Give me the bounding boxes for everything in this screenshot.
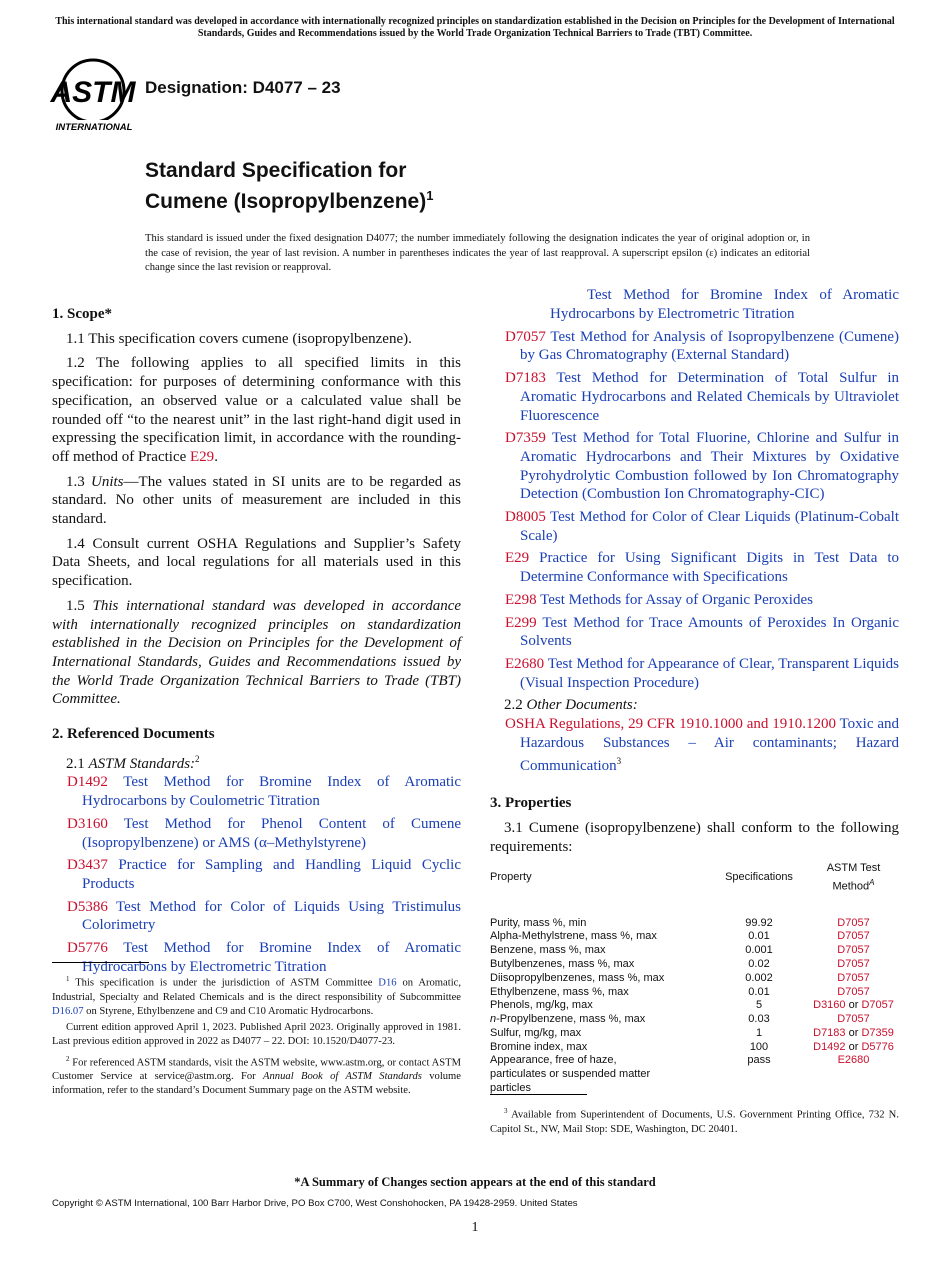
method-link[interactable]: D7057: [837, 971, 870, 984]
ref-item-d5776: [52, 939, 462, 975]
footnotes-left: [52, 972, 461, 1101]
table-header-row: [490, 862, 899, 916]
table-row: [490, 1041, 899, 1055]
ref-title[interactable]: Test Method for Total Fluorine, Chlorine and Sulfur in Aromatic Hydrocarbons and Their Mixtures by Oxidative Pyrohydrolytic Combustion followed by Ion Chromatography Detection (Combustion Ion Chromatography-CIC): [520, 430, 899, 503]
table-row: [490, 1054, 899, 1095]
table-row: [490, 944, 899, 958]
ref-list-left: [52, 773, 462, 975]
method-link[interactable]: D5776: [861, 1040, 894, 1053]
right-column: [490, 287, 900, 1096]
cell-method: [808, 930, 899, 944]
ref-item-e2680: [490, 655, 899, 692]
cell-spec: 0.001: [745, 944, 773, 957]
ref-title[interactable]: Test Methods for Assay of Organic Peroxides: [540, 591, 813, 608]
cell-property: Diisopropylbenzenes, mass %, max: [490, 971, 665, 984]
ref-title[interactable]: Test Method for Color of Liquids Using Tristimulus Colorimetry: [82, 898, 461, 934]
table-row: [490, 986, 899, 1000]
properties-heading: 3. Properties: [490, 795, 572, 812]
table-row: [490, 930, 899, 944]
table-row: [490, 958, 899, 972]
table-row: [490, 1013, 899, 1027]
ref-item-e299: [490, 614, 899, 651]
para-1-3: 1.3 Units—The values stated in SI units are to be regarded as standard. No other units of measurement are included in this standard.: [52, 473, 462, 528]
ref-title[interactable]: Test Method for Analysis of Isopropylbenzene (Cumene) by Gas Chromatography (External Standard): [520, 328, 899, 364]
ref-item-e29: [490, 549, 899, 586]
ref-code[interactable]: D1492: [67, 774, 108, 791]
cell-property: Purity, mass %, min: [490, 916, 587, 929]
table-row: [490, 917, 899, 931]
cell-method: [808, 986, 899, 1000]
ref-title[interactable]: Test Method for Color of Clear Liquids (Platinum-Cobalt Scale): [520, 509, 899, 544]
method-link[interactable]: D1492: [813, 1040, 846, 1053]
para-1-5: 1.5 This international standard was developed in accordance with internationally recognized principles on standardization established in the Decision on Principles for the Development of International Standards, Guides and Recommendations issued by the World Trade Organization Technical Barriers to Trade (TBT) Committee.: [52, 597, 462, 708]
ref-code-osha[interactable]: OSHA Regulations, 29 CFR 1910.1000 and 1910.1200: [505, 716, 836, 733]
top-notice: This international standard was developed in accordance with internationally recognized principles on standardization established in the Decision on Principles for the Development of International Standards, Guides and Recommendations issued by the World Trade Organization Technical Barriers to Trade (TBT) Committee.: [55, 16, 895, 39]
ref-item-d3160: [52, 815, 461, 852]
ref-code[interactable]: E299: [505, 614, 537, 631]
ref-code[interactable]: E2680: [505, 655, 545, 672]
method-link[interactable]: D7057: [837, 930, 870, 943]
cell-spec: 100: [749, 1040, 769, 1053]
ref-item-d3437: [52, 856, 461, 893]
cell-spec: 1: [755, 1026, 763, 1039]
designation: Designation: D4077 – 23: [145, 78, 341, 97]
page-title: [145, 158, 433, 214]
ref-code[interactable]: D7359: [505, 430, 546, 447]
svg-text:INTERNATIONAL: INTERNATIONAL: [55, 122, 133, 133]
ref-code[interactable]: D8005: [505, 509, 546, 526]
footnote-3: $^3$ Available from Superintendent of Documents, U.S. Government Printing Office, 732 N. Capitol St., NW, Mail Stop: SDE, Washington, DC 20401.: [490, 1107, 899, 1135]
cell-method: D1492 or D5776: [813, 1040, 894, 1053]
ref-item-d7057: [490, 328, 899, 365]
cell-property: Alpha-Methylstrene, mass %, max: [490, 930, 657, 943]
footnote-2: $^2$ For referenced ASTM standards, visit the ASTM website, www.astm.org, or contact ASTM Customer Service at service@astm.org. For Annual Book of ASTM Standards volume information, refer to the standard’s Document Summary page on the ASTM website.: [52, 1054, 461, 1097]
footnote-divider-left: [52, 962, 149, 963]
ref-title[interactable]: Test Method for Determination of Total Sulfur in Aromatic Hydrocarbons and Related Chemicals by Ultraviolet Fluorescence: [520, 370, 899, 424]
cell-method: [808, 1013, 899, 1027]
ref-code[interactable]: D3437: [67, 857, 108, 874]
ref-item-e298: [490, 591, 899, 610]
ref-item-d7183: [490, 369, 899, 425]
cell-property: Ethylbenzene, mass %, max: [490, 985, 629, 998]
ref-code[interactable]: D7057: [505, 328, 546, 345]
footnote-divider-right: [490, 1094, 587, 1095]
page-number: 1: [471, 1220, 479, 1235]
ref-list-right: [490, 287, 900, 692]
footnote-1: $^1$ This specification is under the jurisdiction of ASTM Committee D16 on Aromatic, Industrial, Specialty and Related Chemicals and is the direct responsibility of Subcommittee D16.07 on Styrene, Ethylbenzene and C9 and C10 Aromatic Hydrocarbons.: [52, 975, 461, 1017]
method-link[interactable]: D7057: [861, 999, 894, 1012]
issued-note: This standard is issued under the fixed designation D4077; the number immediately following the designation indicates the year of original adoption or, in the case of revision, the year of last revision. A number in parentheses indicates the year of last reapproval. A superscript epsilon (ε) indicates an editorial change since the last revision or reapproval.: [145, 233, 810, 273]
cell-method: [808, 917, 899, 931]
para-2-2: 2.2 Other Documents:: [504, 697, 638, 714]
link-d16-07[interactable]: D16.07: [52, 1005, 84, 1017]
ref-code[interactable]: E298: [505, 591, 537, 608]
cell-property: Benzene, mass %, max: [490, 944, 606, 957]
cell-spec: 99.92: [745, 916, 773, 929]
ref-code[interactable]: D5386: [67, 898, 108, 915]
ref-item-d1492: [52, 773, 461, 810]
method-link[interactable]: D7359: [861, 1026, 894, 1039]
method-link[interactable]: D7057: [837, 916, 870, 929]
scope-heading: 1. Scope*: [52, 306, 112, 322]
title-footnote-mark[interactable]: 1: [426, 188, 434, 203]
ref-title-continued[interactable]: Test Method for Bromine Index of Aromatic Hydrocarbons by Electrometric Titration: [550, 287, 899, 323]
footnotes-right: [490, 1104, 899, 1139]
cell-spec: 0.01: [748, 985, 770, 998]
ref-osha: OSHA Regulations, 29 CFR 1910.1000 and 1910.1200 Toxic and Hazardous Substances – Air contaminants; Hazard Communication$^3$: [505, 716, 900, 775]
cell-spec: 0.03: [748, 1013, 770, 1026]
col-header-method: ASTM Test Method$^A$: [826, 862, 881, 893]
cell-spec: pass: [747, 1054, 771, 1067]
cell-spec: 0.02: [748, 957, 770, 970]
cell-spec: 0.002: [745, 971, 773, 984]
cell-spec: 0.01: [748, 930, 770, 943]
method-link[interactable]: E2680: [837, 1054, 870, 1067]
astm-logo-icon: [50, 57, 136, 133]
footnote-1-edition: Current edition approved April 1, 2023. Published April 2023. Originally approved in 1981. Last previous edition approved in 2022 as D4077 – 22. DOI: 10.1520/D4077-23.: [52, 1022, 461, 1048]
title-line-2: Cumene (Isopropylbenzene)$^1$: [145, 188, 434, 213]
ref-title-osha[interactable]: Toxic and Hazardous Substances – Air contaminants; Hazard Communication: [520, 716, 900, 775]
ref-code[interactable]: E29: [505, 550, 530, 567]
ref-item-d5776-continued: [490, 287, 899, 324]
para-1-2: 1.2 The following applies to all specified limits in this specification: for purposes of determining conformance with this specification, an observed value or a calculated value shall be rounded off “to the nearest unit” in the last right-hand digit used in expressing the specification limit, in accordance with the rounding-off method of Practice E29.: [52, 355, 461, 465]
svg-text:ASTM: ASTM: [50, 76, 136, 109]
ref-title[interactable]: Test Method for Phenol Content of Cumene (Isopropylbenzene) or AMS (α–Methylstyrene): [82, 815, 461, 851]
link-d16[interactable]: D16: [378, 977, 397, 989]
col-header-property: Property: [490, 871, 532, 884]
method-link[interactable]: D7057: [837, 985, 870, 998]
cell-property: Butylbenzenes, mass %, max: [490, 957, 635, 970]
method-link[interactable]: D3160: [813, 999, 846, 1012]
link-e29[interactable]: E29: [190, 448, 215, 465]
table-row: [490, 999, 899, 1013]
cell-spec: 5: [755, 999, 763, 1012]
cell-property: Sulfur, mg/kg, max: [490, 1026, 582, 1039]
left-column: [52, 305, 462, 975]
cell-property: Phenols, mg/kg, max: [490, 999, 593, 1012]
summary-of-changes-note: *A Summary of Changes section appears at the end of this standard: [294, 1175, 656, 1189]
table-row: [490, 1027, 899, 1041]
ref-title[interactable]: Practice for Sampling and Handling Liquid Cyclic Products: [82, 857, 462, 892]
method-link[interactable]: D7183: [813, 1026, 846, 1039]
ref-title[interactable]: Test Method for Bromine Index of Aromatic Hydrocarbons by Electrometric Titration: [82, 940, 462, 975]
copyright: Copyright © ASTM International, 100 Barr Harbor Drive, PO Box C700, West Conshohocken, PA 19428-2959. United States: [52, 1198, 578, 1209]
ref-code[interactable]: D7183: [505, 370, 546, 387]
ref-title[interactable]: Practice for Using Significant Digits in Test Data to Determine Conformance with Specifications: [520, 550, 899, 586]
ref-title[interactable]: Test Method for Appearance of Clear, Transparent Liquids (Visual Inspection Procedure): [520, 655, 900, 691]
ref-item-d5386: [52, 898, 461, 935]
ref-code[interactable]: D5776: [67, 940, 108, 957]
cell-method: [808, 972, 899, 986]
method-link[interactable]: D7057: [837, 957, 870, 970]
col-header-spec: Specifications: [725, 871, 793, 884]
cell-method: [808, 958, 899, 972]
ref-item-d8005: [490, 508, 899, 545]
cell-property: Appearance, free of haze, particulates or suspended matter particles: [490, 1054, 651, 1095]
cell-method: [808, 944, 899, 958]
ref-item-d7359: [490, 429, 899, 504]
requirements-table: [490, 862, 899, 1096]
para-3-1: 3.1 Cumene (isopropylbenzene) shall conform to the following requirements:: [490, 819, 899, 855]
ref-title[interactable]: Test Method for Bromine Index of Aromatic Hydrocarbons by Coulometric Titration: [82, 774, 462, 810]
method-link[interactable]: D7057: [837, 1013, 870, 1026]
cell-property: Bromine index, max: [490, 1040, 588, 1053]
referenced-heading: 2. Referenced Documents: [52, 726, 215, 743]
ref-title[interactable]: Test Method for Trace Amounts of Peroxides In Organic Solvents: [520, 614, 899, 650]
cell-method: D3160 or D7057: [813, 999, 894, 1012]
table-row: [490, 972, 899, 986]
cell-method: [808, 1054, 899, 1095]
para-2-1: 2.1 ASTM Standards:$^2$: [66, 753, 200, 772]
cell-method: D7183 or D7359: [813, 1026, 894, 1039]
para-1-1: 1.1 This specification covers cumene (isopropylbenzene).: [66, 330, 412, 347]
ref-code[interactable]: D3160: [67, 815, 108, 832]
method-link[interactable]: D7057: [837, 944, 870, 957]
para-1-4: 1.4 Consult current OSHA Regulations and Supplier’s Safety Data Sheets, and local regulations for all materials used in this specification.: [52, 535, 461, 590]
title-line-1: Standard Specification for: [145, 159, 407, 182]
cell-property: n-Propylbenzene, mass %, max: [490, 1013, 646, 1026]
